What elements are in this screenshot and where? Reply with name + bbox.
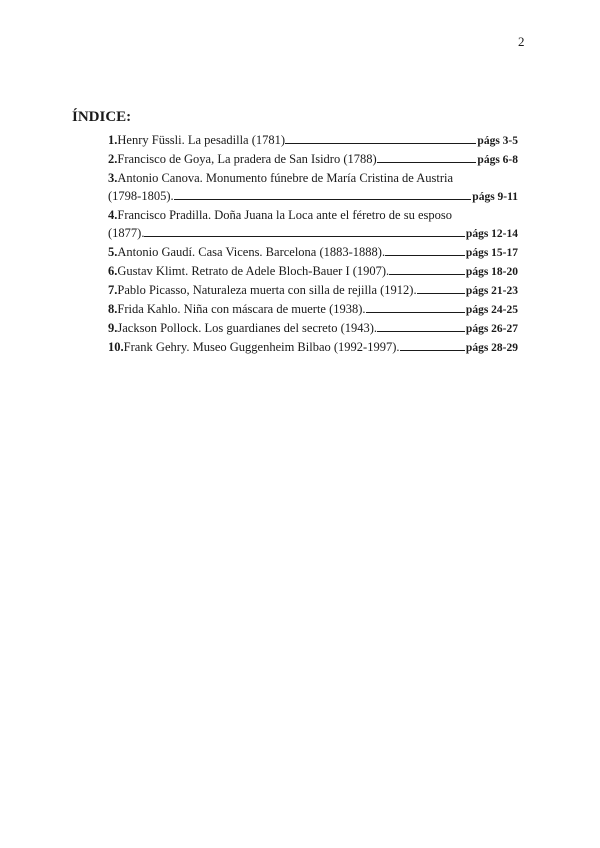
entry-title-continued: (1798-1805). bbox=[108, 189, 174, 203]
entry-title: Henry Füssli. La pesadilla (1781) bbox=[117, 133, 286, 147]
leader-line bbox=[389, 274, 465, 275]
entry-number: 2. bbox=[108, 152, 118, 166]
entry-pages: págs 18-20 bbox=[465, 266, 518, 278]
index-entry bbox=[108, 169, 518, 206]
entry-pages: págs 21-23 bbox=[465, 285, 518, 297]
entry-pages: págs 24-25 bbox=[465, 304, 518, 316]
leader-line bbox=[144, 236, 464, 237]
entry-pages: págs 28-29 bbox=[465, 342, 518, 354]
entry-title: Antonio Gaudí. Casa Vicens. Barcelona (1883-1888). bbox=[117, 245, 386, 259]
entry-number: 5. bbox=[108, 245, 118, 259]
leader-line bbox=[385, 255, 465, 256]
entry-number: 7. bbox=[108, 283, 118, 297]
index-entry bbox=[108, 338, 518, 357]
entry-pages: págs 15-17 bbox=[465, 247, 518, 259]
index-entry bbox=[108, 262, 518, 281]
page-number: 2 bbox=[518, 34, 525, 49]
index-entry bbox=[108, 206, 518, 243]
entry-title: Frida Kahlo. Niña con máscara de muerte (1938). bbox=[117, 302, 366, 316]
leader-line bbox=[174, 199, 472, 200]
index-entry bbox=[108, 243, 518, 262]
entry-title: Francisco de Goya, La pradera de San Isidro (1788) bbox=[117, 152, 377, 166]
index-entry bbox=[108, 300, 518, 319]
entry-title-continued: (1877). bbox=[108, 226, 145, 240]
entry-title: Antonio Canova. Monumento fúnebre de María Cristina de Austria bbox=[117, 171, 454, 185]
leader-line bbox=[417, 293, 465, 294]
leader-line bbox=[285, 143, 476, 144]
entry-title: Gustav Klimt. Retrato de Adele Bloch-Bauer I (1907). bbox=[117, 264, 390, 278]
entry-title: Francisco Pradilla. Doña Juana la Loca ante el féretro de su esposo bbox=[117, 208, 452, 222]
entry-number: 1. bbox=[108, 133, 118, 147]
index-entry bbox=[108, 281, 518, 300]
entry-number: 6. bbox=[108, 264, 118, 278]
index-entry bbox=[108, 319, 518, 338]
index-entry bbox=[108, 131, 518, 150]
entry-number: 4. bbox=[108, 208, 118, 222]
entry-pages: págs 12-14 bbox=[465, 228, 518, 240]
leader-line bbox=[400, 350, 465, 351]
leader-line bbox=[377, 331, 465, 332]
entry-title: Jackson Pollock. Los guardianes del secreto (1943). bbox=[117, 321, 378, 335]
entry-pages: págs 3-5 bbox=[477, 135, 518, 147]
index-title: ÍNDICE: bbox=[72, 109, 132, 125]
entry-number: 3. bbox=[108, 171, 118, 185]
leader-line bbox=[377, 162, 477, 163]
leader-line bbox=[366, 312, 465, 313]
entry-pages: págs 26-27 bbox=[465, 323, 518, 335]
entry-pages: págs 6-8 bbox=[477, 154, 518, 166]
index-list bbox=[108, 131, 518, 357]
entry-title: Pablo Picasso, Naturaleza muerta con silla de rejilla (1912). bbox=[117, 283, 417, 297]
entry-title: Frank Gehry. Museo Guggenheim Bilbao (1992-1997). bbox=[123, 340, 400, 354]
entry-number: 9. bbox=[108, 321, 118, 335]
entry-number: 8. bbox=[108, 302, 118, 316]
index-entry bbox=[108, 150, 518, 169]
entry-pages: págs 9-11 bbox=[472, 191, 518, 203]
entry-number: 10. bbox=[108, 340, 124, 354]
